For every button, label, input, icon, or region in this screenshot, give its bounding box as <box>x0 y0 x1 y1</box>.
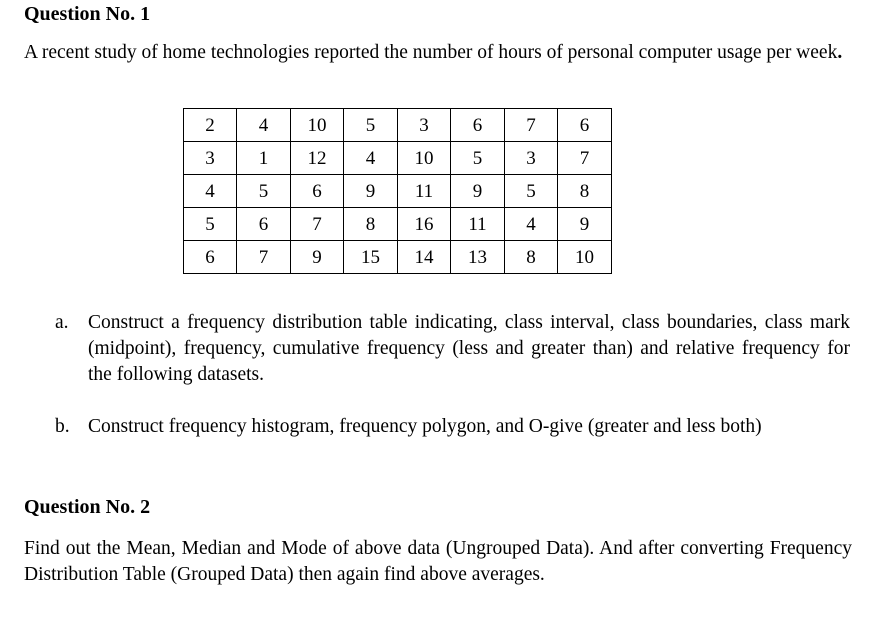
table-cell: 9 <box>291 241 344 274</box>
task-a <box>55 310 850 388</box>
table-cell: 6 <box>291 175 344 208</box>
table-cell: 4 <box>344 142 398 175</box>
table-cell: 7 <box>558 142 612 175</box>
table-row <box>184 109 612 142</box>
table-cell: 10 <box>558 241 612 274</box>
table-row <box>184 208 612 241</box>
task-b-marker: b. <box>55 416 70 437</box>
table-cell: 12 <box>291 142 344 175</box>
table-cell: 10 <box>291 109 344 142</box>
table-cell: 13 <box>451 241 505 274</box>
table-cell: 5 <box>451 142 505 175</box>
task-b-text: Construct frequency histogram, frequency polygon, and O-give (greater and less both) <box>88 416 762 437</box>
table-cell: 4 <box>237 109 291 142</box>
table-cell: 6 <box>451 109 505 142</box>
table-cell: 10 <box>398 142 451 175</box>
table-cell: 9 <box>344 175 398 208</box>
question-1-intro-period: . <box>837 42 843 63</box>
hours-data-table <box>183 108 612 274</box>
table-cell: 3 <box>184 142 237 175</box>
table-cell: 6 <box>237 208 291 241</box>
table-row <box>184 241 612 274</box>
table-cell: 5 <box>184 208 237 241</box>
question-1-intro <box>24 40 852 66</box>
table-cell: 11 <box>451 208 505 241</box>
question-1-intro-text: A recent study of home technologies reported the number of hours of personal computer usage per week <box>24 42 838 63</box>
table-cell: 16 <box>398 208 451 241</box>
table-cell: 15 <box>344 241 398 274</box>
table-cell: 6 <box>558 109 612 142</box>
table-cell: 5 <box>344 109 398 142</box>
table-cell: 5 <box>505 175 558 208</box>
table-row <box>184 175 612 208</box>
table-cell: 5 <box>237 175 291 208</box>
table-cell: 9 <box>558 208 612 241</box>
table-cell: 4 <box>505 208 558 241</box>
task-b <box>55 414 850 440</box>
table-cell: 6 <box>184 241 237 274</box>
question-2-text: Find out the Mean, Median and Mode of above data (Ungrouped Data). And after converting Frequency Distribution Table (Grouped Data) then again find above averages. <box>24 538 852 585</box>
table-cell: 1 <box>237 142 291 175</box>
table-cell: 8 <box>558 175 612 208</box>
table-cell: 8 <box>344 208 398 241</box>
table-cell: 9 <box>451 175 505 208</box>
question-1-title: Question No. 1 <box>24 3 151 25</box>
table-cell: 4 <box>184 175 237 208</box>
table-cell: 7 <box>505 109 558 142</box>
table-cell: 7 <box>291 208 344 241</box>
table-cell: 3 <box>505 142 558 175</box>
table-cell: 8 <box>505 241 558 274</box>
table-row <box>184 142 612 175</box>
task-a-marker: a. <box>55 312 69 333</box>
table-cell: 3 <box>398 109 451 142</box>
table-cell: 7 <box>237 241 291 274</box>
table-cell: 11 <box>398 175 451 208</box>
task-a-text: Construct a frequency distribution table indicating, class interval, class boundaries, class mark (midpoint), frequency, cumulative frequency (less and greater than) and relative frequency for the following datasets. <box>88 312 850 385</box>
table-cell: 14 <box>398 241 451 274</box>
question-2-title: Question No. 2 <box>24 496 151 518</box>
table-cell: 2 <box>184 109 237 142</box>
